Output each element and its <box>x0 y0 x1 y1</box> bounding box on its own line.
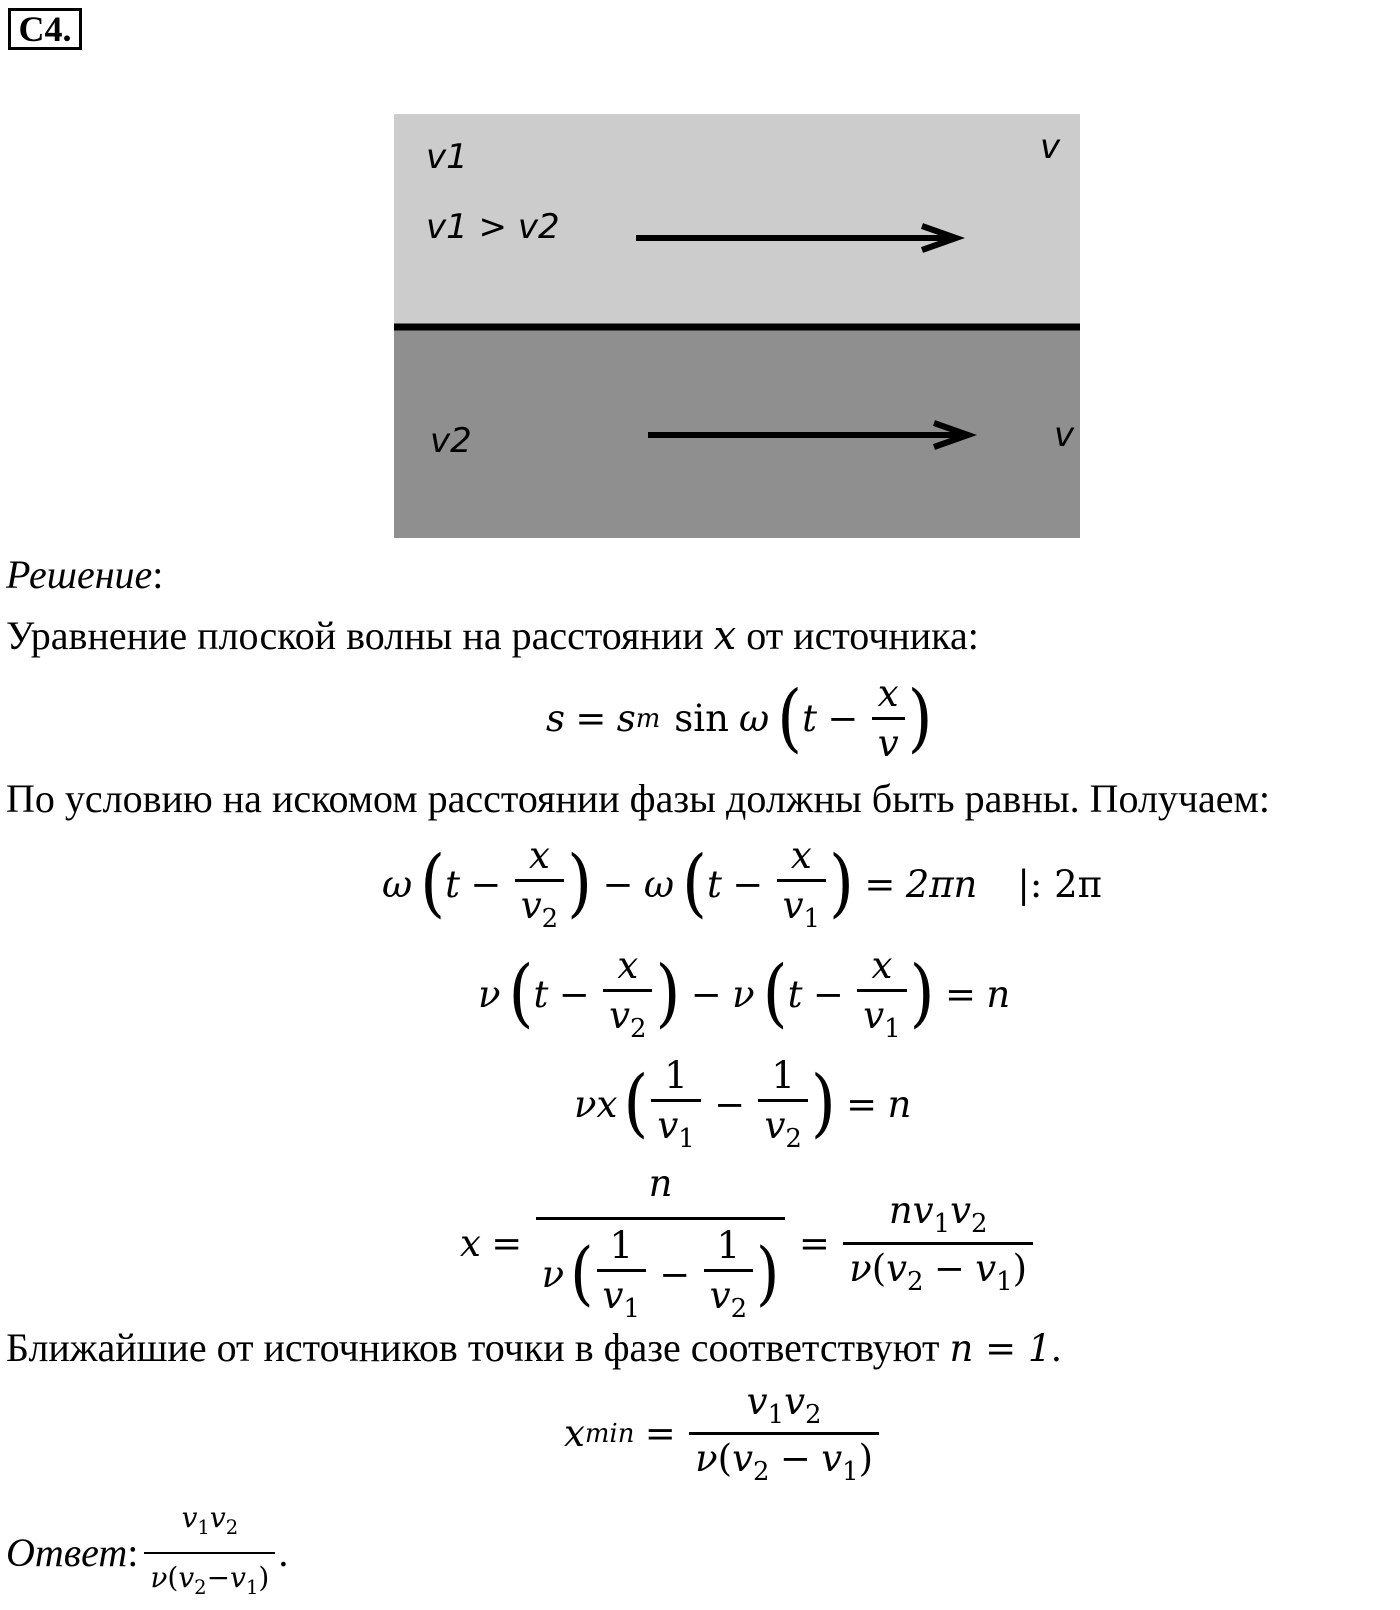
simplified-equation: νx ( $\frac{1}{v_1}$ − $\frac{1}{v_2}$ ) = n <box>574 1054 912 1155</box>
wave-equation: s = s m sin ω ( t − $\frac{x}{v}$ ) <box>546 672 933 765</box>
media-diagram <box>394 114 1080 538</box>
frequency-equation: ν ( t − $\frac{x}{v_2}$ ) − ν ( t − $\frac{x}{v_1}$ ) = n <box>478 944 1011 1045</box>
speed-relation-label: v1 > v2 <box>426 207 560 247</box>
solution-line-1: Уравнение плоской волны на расстоянии x от источника: <box>6 613 979 659</box>
lower-wave-label: v <box>1054 415 1075 455</box>
solution-line-3: Ближайшие от источников точки в фазе соответствуют n = 1. <box>6 1325 1062 1370</box>
answer-line: Ответ : $\frac{v_1v_2}{\nu(v_2-v_1)}$ . <box>6 1496 288 1610</box>
minimum-distance-equation: x min = $\frac{v_1v_2}{\nu(v_2 - v_1)}$ <box>564 1380 882 1487</box>
problem-number: C4. <box>8 8 82 50</box>
solution-heading: Решение: <box>6 552 164 597</box>
upper-medium-label: v1 <box>426 137 468 177</box>
lower-medium-label: v2 <box>430 421 472 461</box>
distance-equation: x = n ν ( $\frac{1}{v_1}$ − $\frac{1}{v_2}$ ) = $\frac{nv_1v_2}{\nu(v_2 - v_1)}$ <box>460 1162 1036 1324</box>
solution-line-2: По условию на искомом расстоянии фазы должны быть равны. Получаем: <box>6 776 1270 821</box>
answer-fraction: $\frac{v_1v_2}{\nu(v_2-v_1)}$ <box>144 1496 275 1610</box>
phase-equality-equation: ω ( t − $\frac{x}{v_2}$ ) − ω ( t − $\frac{x}{v_1}$ ) = 2πn |: 2π <box>382 834 1102 935</box>
upper-wave-label: v <box>1040 127 1061 167</box>
